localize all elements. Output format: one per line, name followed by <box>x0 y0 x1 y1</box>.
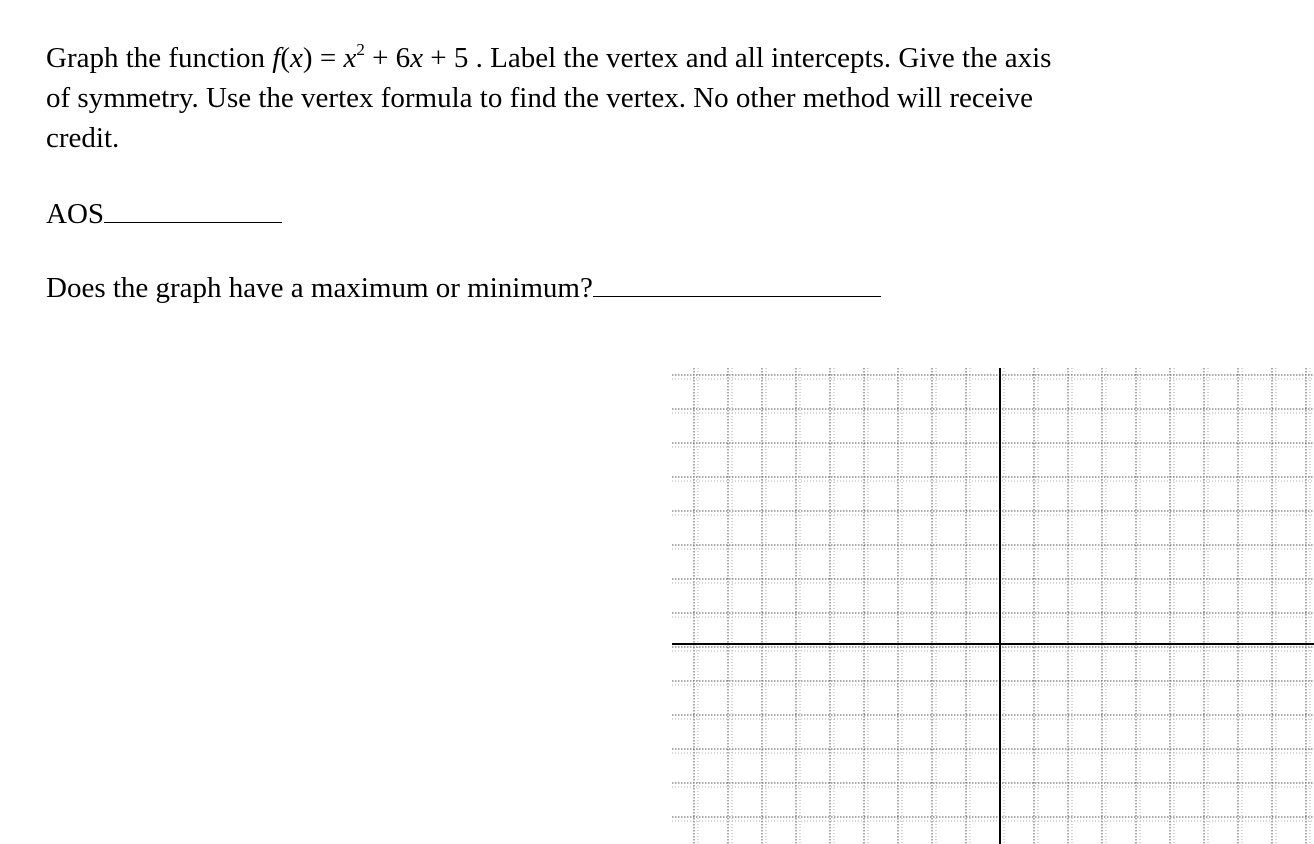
problem-line-2: of symmetry. Use the vertex formula to find the vertex. No other method will receive <box>46 82 1034 114</box>
max-min-question: Does the graph have a maximum or minimum? <box>46 272 593 304</box>
problem-instructions-text: . Label the vertex and all intercepts. Give the axis <box>468 42 1052 74</box>
coordinate-grid[interactable] <box>672 368 1314 844</box>
max-min-prompt <box>46 266 881 308</box>
coordinate-grid-svg[interactable] <box>672 368 1314 844</box>
function-expression: $f(x) = x^2 + 6x + 5$ <box>272 40 469 74</box>
problem-intro-text: Graph the function <box>46 42 273 74</box>
aos-answer-blank[interactable] <box>104 192 282 223</box>
problem-statement <box>46 38 1286 158</box>
aos-label: AOS <box>46 198 105 230</box>
problem-line-3: credit. <box>46 122 120 154</box>
aos-prompt <box>46 192 282 234</box>
max-min-answer-blank[interactable] <box>593 266 881 297</box>
problem-line-1 <box>46 38 1286 78</box>
